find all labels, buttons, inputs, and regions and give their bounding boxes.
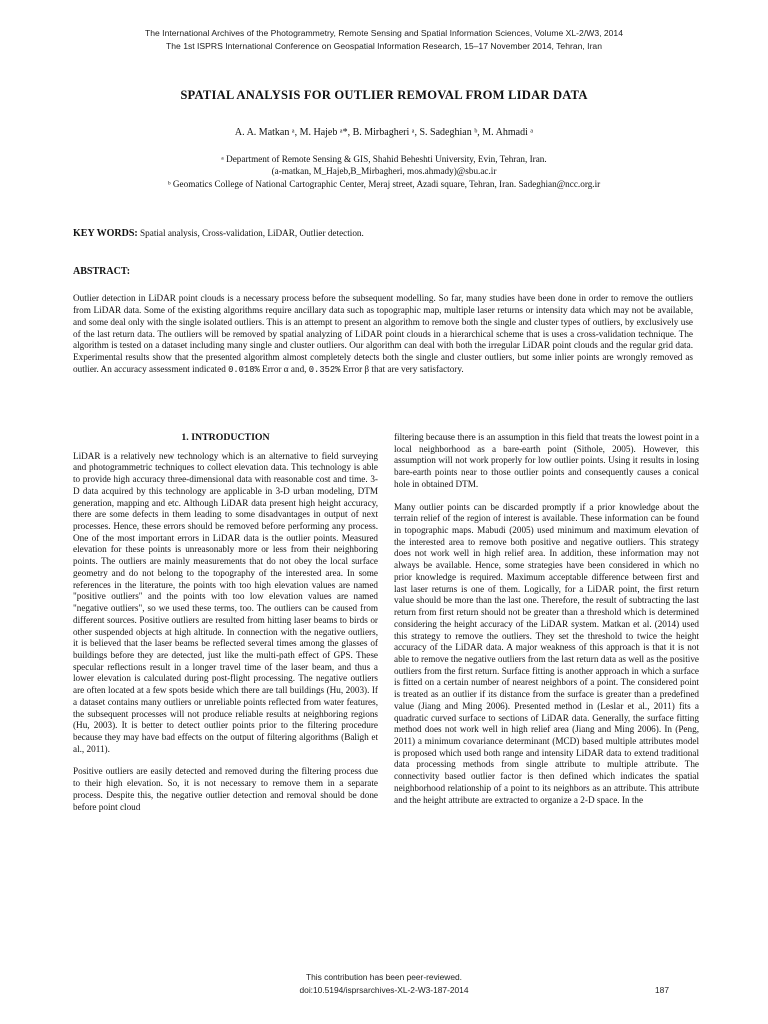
abstract-text: Outlier detection in LiDAR point clouds is a necessary process before the subsequent modelling. So far, many studies have been done in order to remove the outliers from LiDAR data. Some of the existing algorithms require ancillary data such as topographic map, multiple laser returns or intensity data which may not be available, and some deal only with the single isolated outliers. This is an attempt to present an algorithm to remove both the single and cluster types of outliers, by exclusively use of the last return data. The outliers will be removed by spatial analyzing of LiDAR point clouds in a hierarchical scheme that is uses a cross-validation technique. The algorithm is tested on a dataset including many single and cluster outliers. Our algorithm can deal with both the irregular LiDAR point clouds and the regular grid data. Experimental results show that the presented algorithm almost completely detects both the single and cluster outliers, but some inlier points are wrongly removed as outlier. An accuracy assessment indicated <box>73 293 693 375</box>
abstract-beta-value: 0.352% <box>308 365 341 376</box>
affiliation-a-emails: (a-matkan, M_Hajeb,B_Mirbagheri, mos.ahmady)@sbu.ac.ir <box>271 166 497 176</box>
right-column <box>394 432 699 817</box>
running-header-line-1: The International Archives of the Photogrammetry, Remote Sensing and Spatial Information Sciences, Volume XL-2/W3, 2014 <box>144 28 623 38</box>
section-heading-introduction: 1. INTRODUCTION <box>181 432 270 443</box>
doi-line: doi:10.5194/isprsarchives-XL-2-W3-187-2014 <box>299 985 469 995</box>
keywords-text: Spatial analysis, Cross-validation, LiDAR, Outlier detection. <box>140 228 364 238</box>
abstract-heading: ABSTRACT: <box>73 266 131 277</box>
abstract-alpha-value: 0.018% <box>228 365 260 376</box>
intro-paragraph-4: Many outlier points can be discarded promptly if a prior knowledge about the terrain relief of the region of interest is available. These information can be found in topographic maps. Mabudi (2005) used minimum and maximum elevation of the interested area to remove both positive and negative outliers. This strategy does not work well in high relief area. In addition, these information may not always be available. Hence, some strategies have been considered in which no prior knowledge is required. Maximum acceptable difference between first and last laser returns is one of them. Logically, for a LiDAR point, the first return value should be more than the last one. Therefore, the result of subtracting the last return from first return should not be greater than a threshold which is determined considering the height accuracy of the LiDAR system. Matkan et al. (2014) used this strategy to remove the outliers. They set the threshold to twice the height accuracy of the LiDAR data. A major weakness of this approach is that it is not able to remove the negative outliers from the last return data as well as the positive outliers from the first return. Surface fitting is another approach in which a surface is fitted on a certain number of nearest neighbors of a point. The considered point is treated as an outlier if its distance from the surface is greater than a predefined value (Jiang and Ming 2006). Presented method in (Leslar et al., 2011) fits a quadratic curved surface to sections of LiDAR data. Generally, the surface fitting method does not work well in high relief area (Jiang and Ming 2006). In (Peng, 2011) a minimum covariance determinant (MCD) based multiple attributes model is proposed which used both range and intensity LiDAR data to extend traditional data processing methods from single attribute to multiple attribute. The connectivity based outlier factor is then defined which indicates the spatial neighborhood relationship of a point to its neighbors as an attribute. This attribute and the height attribute are extracted to organize a 2-D space. In the <box>394 501 699 805</box>
abstract-alpha-text: Error α and, <box>262 364 307 375</box>
keywords-label: KEY WORDS: <box>73 228 138 239</box>
keywords <box>73 228 693 239</box>
abstract-beta-text: Error β that are very satisfactory. <box>342 364 464 375</box>
paper-title: SPATIAL ANALYSIS FOR OUTLIER REMOVAL FROM LIDAR DATA <box>180 88 588 102</box>
left-column <box>73 432 378 824</box>
abstract-body <box>73 293 693 377</box>
intro-paragraph-3: filtering because there is an assumption in this field that treats the lowest point in a local neighborhood as a bare-earth point (Sithole, 2005). However, this assumption will not work properly for low outlier points. Using it results in losing bare-earth points near to those outlier points and consequently causes a conical hole in obtained DTM. <box>394 432 699 489</box>
intro-paragraph-1: LiDAR is a relatively new technology which is an alternative to field surveying and photogrammetric techniques to collect elevation data. This technology is able to provide high accuracy three-dimensional data with reasonable cost and time. 3-D data acquired by this technology are applicable in 3-D urban modeling, DTM generation, mapping and etc. Although LiDAR data present high height accuracy, there are some defects in them leading to some disadvantages in output of next processes. Hence, these errors should be removed before performing any process. One of the most important errors in LiDAR data is the outlier points. Measured elevation for these points is unreasonably more or less from their neighboring points. The outliers are mainly measurements that do not obey the local surface geometry and do not belong to the topography of the interested area. In some references in the literature, the points with too high elevation values are named "positive outliers" and the points with too low elevation values are named "negative outliers", so we used these terms, too. The outliers can be caused from different sources. Positive outliers are resulted from hitting laser beams to birds or other suspended objects at high altitude. In connection with the negative outliers, it is believed that the laser beams be reflected several times among the glasses of buildings before they are detected, just like the multi-path effect of GPS. These specular reflections result in a longer travel time of the laser beam, and thus a lower elevation is calculated during post-flight processing. The negative outliers are often located at a few spots beside which there are tall buildings (Hu, 2003). If a dataset contains many outliers or unreliable points reflected from water features, the subsequent processes will not produce reliable results at neighboring regions (Hu, 2003). It is better to detect outlier points prior to the filtering procedure because they may have bad effects on the output of filtering algorithms (Baligh et al., 2011). <box>73 450 378 754</box>
affiliation-b: ᵇ Geomatics College of National Cartographic Center, Meraj street, Azadi square, Tehran, Iran. Sadeghian@ncc.org.ir <box>167 179 601 189</box>
author-list: A. A. Matkan ᵃ, M. Hajeb ᵃ*, B. Mirbagheri ᵃ, S. Sadeghian ᵇ, M. Ahmadi ᵃ <box>234 127 534 138</box>
page-number: 187 <box>655 985 669 995</box>
running-header-line-2: The 1st ISPRS International Conference on Geospatial Information Research, 15–17 November 2014, Tehran, Iran <box>166 41 602 51</box>
affiliation-a: ᵃ Department of Remote Sensing & GIS, Shahid Beheshti University, Evin, Tehran, Iran. <box>221 154 547 164</box>
intro-paragraph-2: Positive outliers are easily detected and removed during the filtering process due to their high elevation. So, it is not necessary to remove them in a separate process. Despite this, the negative outlier detection and removal should be done before point cloud <box>73 766 378 812</box>
peer-review-note: This contribution has been peer-reviewed. <box>306 972 462 982</box>
